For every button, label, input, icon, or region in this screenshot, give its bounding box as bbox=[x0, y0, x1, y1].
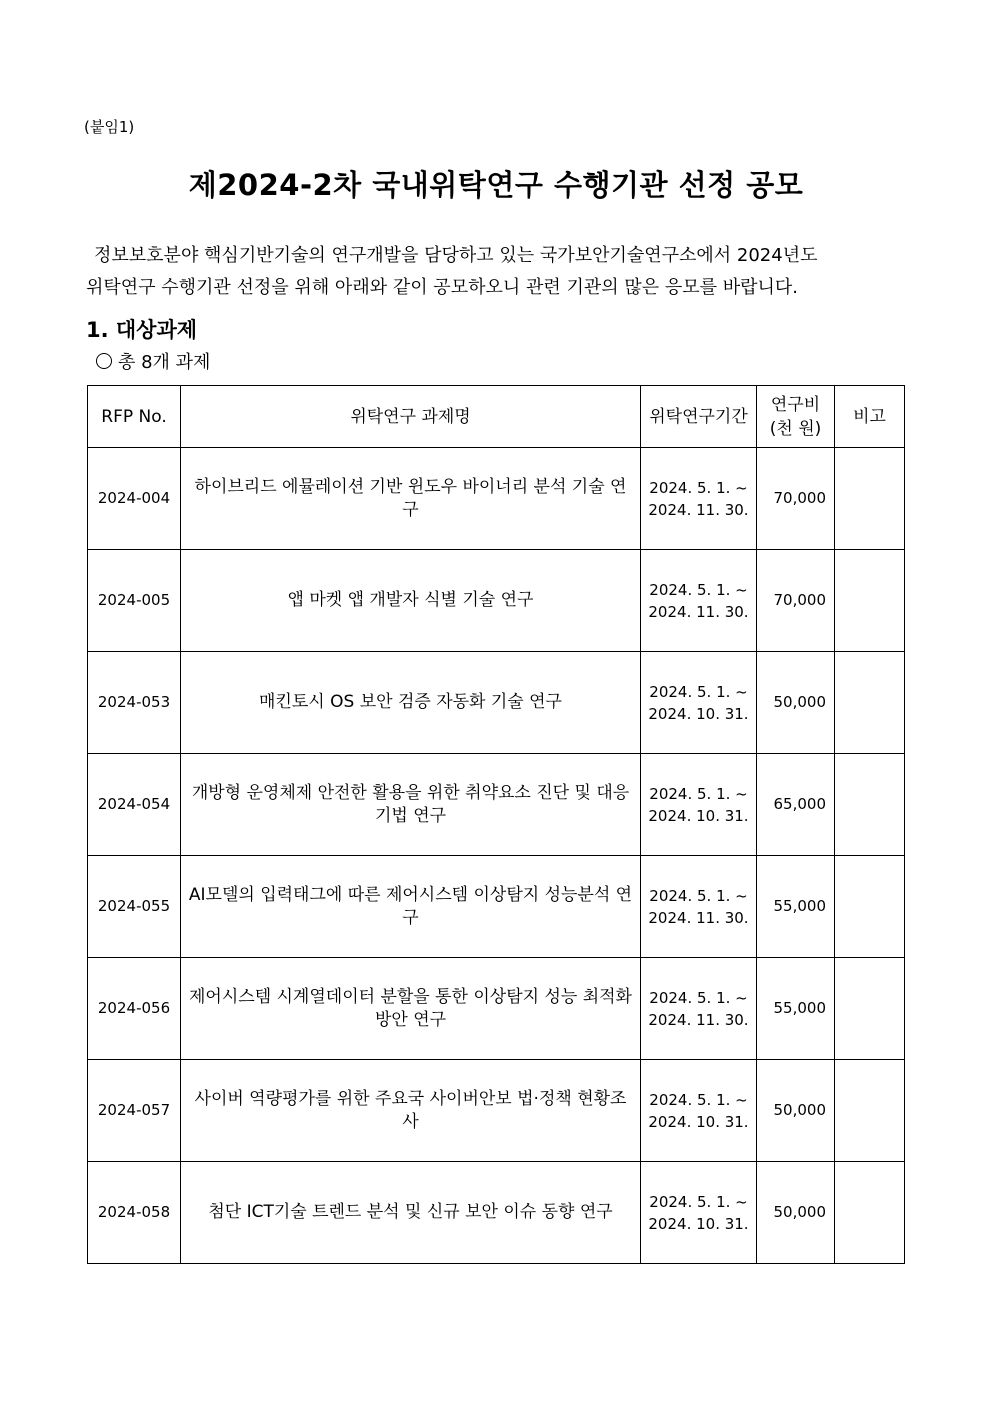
intro-line-2: 위탁연구 수행기관 선정을 위해 아래와 같이 공모하오니 관련 기관의 많은 응모를 바랍니다. bbox=[86, 277, 799, 298]
period-cell bbox=[641, 652, 757, 754]
period-cell bbox=[641, 856, 757, 958]
table-row bbox=[88, 550, 905, 652]
table-row bbox=[88, 958, 905, 1060]
circle-bullet-icon bbox=[96, 353, 112, 369]
projects-table bbox=[87, 385, 905, 1264]
rfp-cell: 2024-053 bbox=[88, 652, 181, 754]
period-start: 2024. 5. 1. ~ bbox=[649, 988, 748, 1007]
budget-cell: 55,000 bbox=[757, 958, 835, 1060]
period-cell bbox=[641, 1060, 757, 1162]
rfp-cell: 2024-054 bbox=[88, 754, 181, 856]
budget-cell: 55,000 bbox=[757, 856, 835, 958]
period-start: 2024. 5. 1. ~ bbox=[649, 784, 748, 803]
period-cell bbox=[641, 754, 757, 856]
bullet-item bbox=[96, 348, 210, 374]
table-body bbox=[88, 448, 905, 1264]
table-row bbox=[88, 1162, 905, 1264]
period-end: 2024. 10. 31. bbox=[648, 1214, 749, 1233]
note-cell bbox=[835, 652, 905, 754]
attachment-label: (붙임1) bbox=[84, 118, 135, 136]
period-cell bbox=[641, 1162, 757, 1264]
budget-cell: 50,000 bbox=[757, 1060, 835, 1162]
period-cell bbox=[641, 958, 757, 1060]
header-budget-line2: (천 원) bbox=[769, 418, 822, 439]
period-start: 2024. 5. 1. ~ bbox=[649, 1090, 748, 1109]
project-name-cell: 하이브리드 에뮬레이션 기반 윈도우 바이너리 분석 기술 연구 bbox=[181, 448, 641, 550]
intro-line-1: 정보보호분야 핵심기반기술의 연구개발을 담당하고 있는 국가보안기술연구소에서 2024년도 bbox=[94, 245, 818, 266]
period-start: 2024. 5. 1. ~ bbox=[649, 682, 748, 701]
period-end: 2024. 11. 30. bbox=[648, 1010, 749, 1029]
project-name-cell: 앱 마켓 앱 개발자 식별 기술 연구 bbox=[181, 550, 641, 652]
project-name-cell: 개방형 운영체제 안전한 활용을 위한 취약요소 진단 및 대응기법 연구 bbox=[181, 754, 641, 856]
table-row bbox=[88, 754, 905, 856]
bullet-text: 총 8개 과제 bbox=[118, 352, 211, 373]
period-start: 2024. 5. 1. ~ bbox=[649, 1192, 748, 1211]
header-name: 위탁연구 과제명 bbox=[181, 386, 641, 448]
period-end: 2024. 11. 30. bbox=[648, 500, 749, 519]
project-name-cell: 첨단 ICT기술 트렌드 분석 및 신규 보안 이슈 동향 연구 bbox=[181, 1162, 641, 1264]
budget-cell: 65,000 bbox=[757, 754, 835, 856]
budget-cell: 70,000 bbox=[757, 448, 835, 550]
budget-cell: 70,000 bbox=[757, 550, 835, 652]
period-end: 2024. 10. 31. bbox=[648, 806, 749, 825]
project-name-cell: 매킨토시 OS 보안 검증 자동화 기술 연구 bbox=[181, 652, 641, 754]
note-cell bbox=[835, 754, 905, 856]
document-title: 제2024-2차 국내위탁연구 수행기관 선정 공모 bbox=[188, 168, 804, 202]
table-row bbox=[88, 448, 905, 550]
table-row bbox=[88, 856, 905, 958]
rfp-cell: 2024-058 bbox=[88, 1162, 181, 1264]
table-row bbox=[88, 1060, 905, 1162]
project-name-cell: 제어시스템 시계열데이터 분할을 통한 이상탐지 성능 최적화 방안 연구 bbox=[181, 958, 641, 1060]
table-row bbox=[88, 652, 905, 754]
project-name-cell: 사이버 역량평가를 위한 주요국 사이버안보 법·정책 현황조사 bbox=[181, 1060, 641, 1162]
header-period: 위탁연구기간 bbox=[641, 386, 757, 448]
rfp-cell: 2024-056 bbox=[88, 958, 181, 1060]
note-cell bbox=[835, 856, 905, 958]
period-end: 2024. 10. 31. bbox=[648, 704, 749, 723]
rfp-cell: 2024-005 bbox=[88, 550, 181, 652]
rfp-cell: 2024-004 bbox=[88, 448, 181, 550]
rfp-cell: 2024-057 bbox=[88, 1060, 181, 1162]
header-budget-line1: 연구비 bbox=[770, 394, 821, 415]
budget-cell: 50,000 bbox=[757, 652, 835, 754]
period-start: 2024. 5. 1. ~ bbox=[649, 478, 748, 497]
period-cell bbox=[641, 550, 757, 652]
table-header-row bbox=[88, 386, 905, 448]
header-budget bbox=[757, 386, 835, 448]
period-start: 2024. 5. 1. ~ bbox=[649, 580, 748, 599]
period-start: 2024. 5. 1. ~ bbox=[649, 886, 748, 905]
note-cell bbox=[835, 1060, 905, 1162]
note-cell bbox=[835, 1162, 905, 1264]
rfp-cell: 2024-055 bbox=[88, 856, 181, 958]
section-heading: 1. 대상과제 bbox=[86, 318, 198, 342]
note-cell bbox=[835, 448, 905, 550]
period-end: 2024. 11. 30. bbox=[648, 602, 749, 621]
project-name-cell: AI모델의 입력태그에 따른 제어시스템 이상탐지 성능분석 연구 bbox=[181, 856, 641, 958]
intro-paragraph bbox=[86, 240, 906, 304]
period-end: 2024. 10. 31. bbox=[648, 1112, 749, 1131]
note-cell bbox=[835, 550, 905, 652]
note-cell bbox=[835, 958, 905, 1060]
header-rfp: RFP No. bbox=[88, 386, 181, 448]
period-cell bbox=[641, 448, 757, 550]
budget-cell: 50,000 bbox=[757, 1162, 835, 1264]
header-note: 비고 bbox=[835, 386, 905, 448]
period-end: 2024. 11. 30. bbox=[648, 908, 749, 927]
